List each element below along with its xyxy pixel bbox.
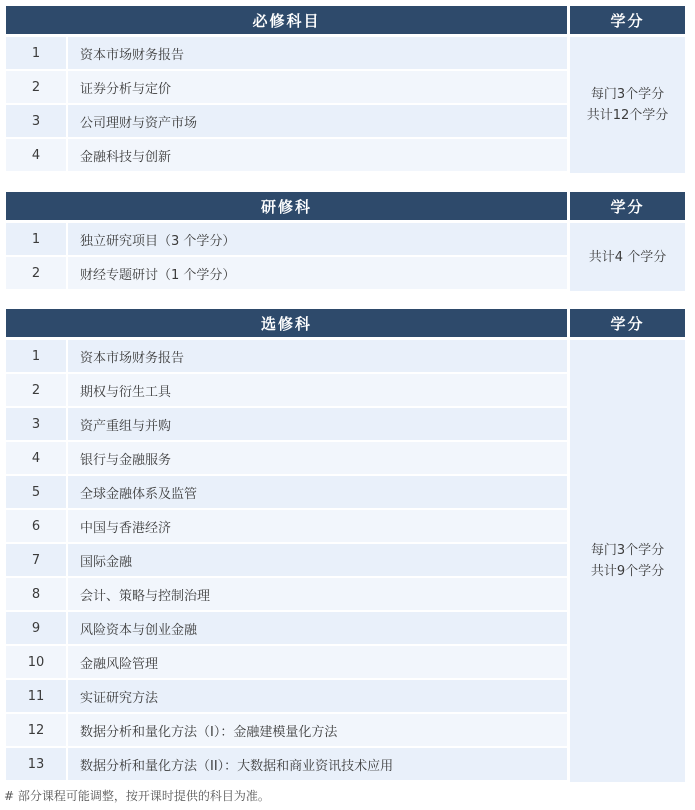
- row-number: 1: [6, 223, 68, 255]
- table-row: [6, 714, 567, 746]
- row-number: 12: [6, 714, 68, 746]
- row-number: 7: [6, 544, 68, 576]
- credit-cell: [570, 223, 685, 291]
- course-name: 资本市场财务报告: [80, 350, 185, 366]
- row-number: 4: [6, 139, 68, 171]
- table-row: [6, 612, 567, 644]
- row-number: 9: [6, 612, 68, 644]
- row-number: 2: [6, 71, 68, 103]
- credit-line: 每门3个学分: [590, 543, 665, 558]
- course-name: 资本市场财务报告: [80, 47, 185, 63]
- credit-line: 共计9个学分: [590, 564, 665, 579]
- course-name: 风险资本与创业金融: [80, 622, 198, 638]
- course-name: 资产重组与并购: [80, 418, 172, 434]
- table-row: [6, 374, 567, 406]
- row-number: 13: [6, 748, 68, 780]
- table-row: [6, 257, 567, 289]
- row-number: 1: [6, 37, 68, 69]
- credit-cell: [570, 37, 685, 173]
- credit-cell: [570, 340, 685, 782]
- course-name: 财经专题研讨（1 个学分）: [80, 267, 236, 283]
- table-row: [6, 408, 567, 440]
- course-name: 实证研究方法: [80, 690, 159, 706]
- course-name: 数据分析和量化方法（I）：金融建模量化方法: [80, 724, 338, 740]
- row-number: 2: [6, 257, 68, 289]
- row-number: 4: [6, 442, 68, 474]
- credit-header: 学分: [570, 192, 685, 220]
- section-title: 必修科目: [6, 6, 567, 34]
- course-name: 公司理财与资产市场: [80, 115, 198, 131]
- row-number: 10: [6, 646, 68, 678]
- table-header: [6, 309, 685, 337]
- table-row: [6, 646, 567, 678]
- table-row: [6, 748, 567, 780]
- table-row: [6, 510, 567, 542]
- row-number: 8: [6, 578, 68, 610]
- table-row: [6, 544, 567, 576]
- course-name: 期权与衍生工具: [80, 384, 172, 400]
- table-row: [6, 105, 567, 137]
- row-number: 2: [6, 374, 68, 406]
- course-name: 证券分析与定价: [80, 81, 172, 97]
- table-row: [6, 340, 567, 372]
- table-row: [6, 578, 567, 610]
- table-row: [6, 223, 567, 255]
- course-name: 银行与金融服务: [80, 452, 172, 468]
- credit-line: 共计12个学分: [586, 108, 669, 123]
- row-number: 6: [6, 510, 68, 542]
- table-row: [6, 476, 567, 508]
- course-name: 数据分析和量化方法（II）：大数据和商业资讯技术应用: [80, 758, 394, 774]
- table-row: [6, 680, 567, 712]
- footnote: # 部分课程可能调整，按开课时提供的科目为准。: [4, 789, 270, 803]
- elective-courses-table: [6, 309, 685, 782]
- table-header: [6, 6, 685, 34]
- course-name: 全球金融体系及监管: [80, 486, 198, 502]
- credit-line: 每门3个学分: [590, 87, 665, 102]
- credit-header: 学分: [570, 6, 685, 34]
- row-number: 3: [6, 105, 68, 137]
- course-name: 中国与香港经济: [80, 520, 172, 536]
- research-courses-table: [6, 192, 685, 291]
- course-name: 国际金融: [80, 554, 133, 570]
- required-courses-table: [6, 6, 685, 173]
- course-name: 金融风险管理: [80, 656, 159, 672]
- course-name: 会计、策略与控制治理: [80, 588, 211, 604]
- table-header: [6, 192, 685, 220]
- table-row: [6, 71, 567, 103]
- table-row: [6, 139, 567, 171]
- row-number: 1: [6, 340, 68, 372]
- table-row: [6, 442, 567, 474]
- row-number: 5: [6, 476, 68, 508]
- section-title: 研修科: [6, 192, 567, 220]
- course-name: 独立研究项目（3 个学分）: [80, 233, 236, 249]
- credit-header: 学分: [570, 309, 685, 337]
- section-title: 选修科: [6, 309, 567, 337]
- row-number: 11: [6, 680, 68, 712]
- table-row: [6, 37, 567, 69]
- course-name: 金融科技与创新: [80, 149, 172, 165]
- row-number: 3: [6, 408, 68, 440]
- credit-line: 共计4 个学分: [588, 249, 667, 265]
